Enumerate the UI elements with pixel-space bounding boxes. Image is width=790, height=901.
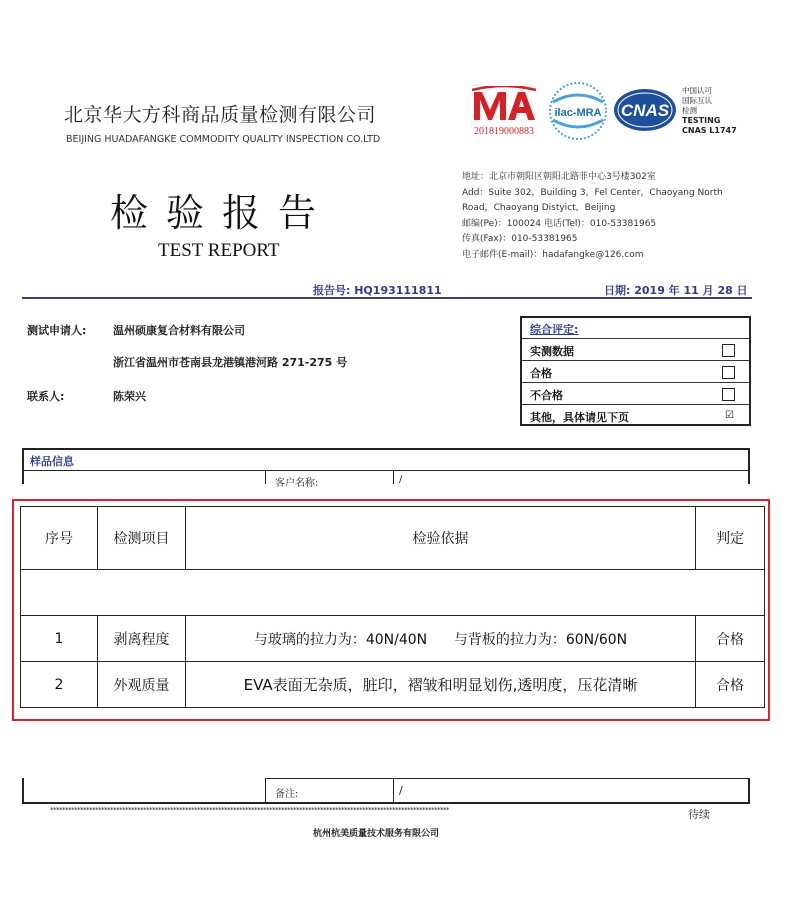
address-line: 传真(Fax)：010-53381965 [462,234,578,244]
address-line: Road，Chaoyang Distyict，Beijing [462,203,616,213]
applicant-name: 温州硕康复合材料有限公司 [113,324,245,337]
cnas-caption [682,86,737,136]
evaluation-row [522,404,749,427]
cnas-caption-line: 检测 [682,106,697,115]
checkbox[interactable] [722,344,735,357]
continued-note: 待续 [688,808,710,821]
checkbox[interactable] [722,388,735,401]
evaluation-row-label: 实测数据 [530,345,574,358]
cnas-caption-line: 国际互认 [682,96,712,105]
cnas-text: CNAS [620,101,670,120]
header-item: 检测项目 [98,507,186,570]
evaluation-row [522,360,749,383]
sample-hidden-value: / [399,474,403,485]
sample-info-box [22,448,750,484]
contact-name: 陈荣兴 [113,390,146,403]
table-row [21,616,765,662]
remarks-col-divider [265,778,266,804]
contact-label: 联系人: [27,390,65,403]
evaluation-row-label: 不合格 [530,389,563,402]
sample-divider [22,470,750,471]
sample-col-divider [265,470,266,484]
evaluation-row-label: 其他，具体请见下页 [530,411,629,424]
cnas-caption-line: 中国认可 [682,86,712,95]
cma-number: 201819000883 [474,126,534,137]
row-basis: EVA表面无杂质，脏印，褶皱和明显划伤,透明度，压花清晰 [186,662,696,708]
row-no: 2 [21,662,98,708]
applicant-label: 测试申请人: [27,324,87,337]
footer-company: 杭州杭美质量技术服务有限公司 [313,829,440,839]
cma-logo [470,86,538,138]
ilac-mra-logo [547,80,609,142]
table-row [21,662,765,708]
evaluation-row [522,382,749,405]
results-header-row [21,507,765,570]
sample-info-title: 样品信息 [30,455,74,468]
report-number: 报告号: HQ193111811 [313,284,442,297]
row-item: 外观质量 [98,662,186,708]
row-result: 合格 [696,616,765,662]
remarks-divider [265,778,750,779]
company-address [462,170,723,263]
checkbox[interactable] [722,366,735,379]
row-item: 剥离程度 [98,616,186,662]
header-result: 判定 [696,507,765,570]
report-title: 检验报告 [110,191,335,235]
address-line: Add：Suite 302，Building 3，Fel Center，Chaoyang North [462,187,723,198]
header-divider [22,297,752,299]
results-blank-row [21,570,765,616]
cnas-caption-line: TESTING [682,116,721,125]
results-table [20,506,765,708]
row-result: 合格 [696,662,765,708]
address-line: 地址：北京市朝阳区朝阳北路菲中心3号楼302室 [462,172,656,182]
header-no: 序号 [21,507,98,570]
row-no: 1 [21,616,98,662]
sample-col-divider [393,470,394,484]
row-basis: 与玻璃的拉力为：40N/40N 与背板的拉力为：60N/60N [186,616,696,662]
remarks-col-divider [393,778,394,804]
report-subtitle: TEST REPORT [158,240,280,261]
report-date: 日期: 2019 年 11 月 28 日 [604,284,748,297]
remarks-label: 备注: [275,789,299,800]
cnas-logo [612,86,678,134]
evaluation-title: 综合评定: [530,323,579,336]
applicant-address: 浙江省温州市苍南县龙港镇港河路 271-275 号 [113,356,348,369]
address-line: 邮编(Pe)：100024 电话(Tel)：010-53381965 [462,218,657,229]
blank-cell [21,570,765,616]
company-name-cn: 北京华大方科商品质量检测有限公司 [64,104,377,126]
header-basis: 检验依据 [186,507,696,570]
address-line: 电子邮件(E-mail)：hadafangke@126.com [462,249,644,260]
company-name-en: BEIJING HUADAFANGKE COMMODITY QUALITY INSPECTION CO.LTD [66,134,381,145]
checked-checkbox[interactable]: ☑ [725,410,734,421]
remarks-box [22,778,750,804]
ilac-text: ilac-MRA [554,107,602,119]
cnas-caption-line: CNAS L1747 [682,126,737,135]
evaluation-row-label: 合格 [530,367,552,380]
remarks-value: / [399,784,403,797]
evaluation-box [520,316,751,426]
asterisk-divider: ************************************************************************************************************************************* [50,806,449,814]
evaluation-row [522,338,749,361]
sample-hidden-label: 客户名称: [275,478,319,489]
